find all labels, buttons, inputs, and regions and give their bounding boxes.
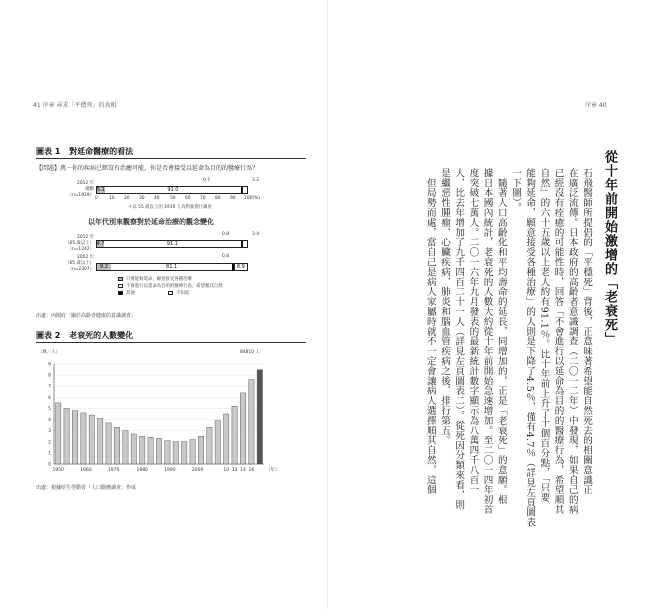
x-tick-label: 1980 bbox=[136, 468, 148, 473]
axis-tick: 80 bbox=[215, 196, 221, 201]
figure1-legend bbox=[118, 276, 268, 308]
row2-v3-label: 0.8 bbox=[222, 232, 229, 237]
legend-swatch-natural bbox=[118, 284, 123, 288]
body-column: 在廣泛流傳。日本政府的高齡者意識調查（二〇一二年）中發現，如果自己的病 bbox=[566, 168, 578, 515]
legend-swatch-other bbox=[118, 291, 123, 295]
legend-natural: 不會進行以延命為目的的醫療行為，希望順其自然 bbox=[126, 284, 223, 289]
x-tick-label: 10 bbox=[223, 468, 230, 473]
body-column: 一下圖）。 bbox=[510, 168, 521, 213]
axis-tick: 0 bbox=[95, 196, 98, 201]
chart-bar bbox=[249, 380, 254, 464]
chart-bar bbox=[131, 434, 136, 464]
row3-v3-label: 0.8 bbox=[222, 254, 229, 259]
figure1-top-rule bbox=[36, 158, 306, 159]
figure1-source: 出處：內閣府「關於高齡者健康的意識調查」 bbox=[36, 313, 137, 319]
figure2-y-unit: （萬／人） bbox=[38, 350, 60, 355]
figure1-subtitle: 以年代別來觀察對於延命治療的觀念變化 bbox=[88, 218, 214, 226]
chart-bar bbox=[123, 431, 128, 464]
chart-bar bbox=[240, 393, 245, 464]
y-tick-label: 8 bbox=[48, 373, 51, 379]
figure2-source: 出處：根據厚生勞動省「人口動態調查」作成 bbox=[36, 485, 137, 491]
body-column: 據日本國內統計，老衰死的人數大約從十年前開始急速增加。至二〇一四年初首 bbox=[481, 168, 493, 515]
chart-bar bbox=[173, 442, 178, 464]
figure2-heading bbox=[36, 330, 133, 341]
chart-bar bbox=[56, 403, 61, 464]
body-column: 已經沒有痊癒的可能性時，回答「不會進行以延命為目的的醫療行為，希望順其 bbox=[552, 168, 564, 515]
figure1-heading bbox=[36, 146, 133, 157]
chart-bar bbox=[198, 436, 203, 464]
figure2-title: 老衰死的人數變化 bbox=[69, 331, 134, 340]
body-column: 度突破七萬人。二〇一六年九月發表的最新統計數字顯示為八萬四千八百一 bbox=[467, 168, 479, 495]
y-tick-label: 1 bbox=[48, 451, 51, 457]
chart-bar bbox=[148, 437, 153, 464]
x-tick-label: 12 bbox=[231, 468, 238, 473]
axis-tick: 30 bbox=[139, 196, 145, 201]
figure1-title: 對延命醫療的看法 bbox=[69, 147, 134, 156]
row3-sub: （65 歲以上） bbox=[65, 261, 94, 266]
figure2-chart bbox=[36, 356, 280, 481]
figure1-question: 【問題】萬一你的疾病已經沒有治癒可能，你是否會接受以延命為目的的醫療行為？ bbox=[36, 165, 259, 172]
left-page-header: 41 序章 尋求「平穩死」的真相 bbox=[33, 102, 117, 109]
row2-bar bbox=[96, 240, 248, 248]
legend-accept: 只要能夠延命，願意接受各種治療 bbox=[126, 277, 192, 282]
row1-n: （n=1919） bbox=[67, 193, 94, 198]
row2-v4-label: 3.4 bbox=[252, 232, 259, 237]
axis-tick: 70 bbox=[200, 196, 206, 201]
row2-n: （n=1242） bbox=[67, 247, 94, 252]
body-column: 是繼惡性腫瘤、心臟疾病、肺炎和腦血管疾病之後，排行第五。 bbox=[439, 168, 450, 446]
legend-other: 其他 bbox=[126, 291, 135, 296]
row1-seg-natural: 91.0 bbox=[105, 187, 242, 193]
chart-bar bbox=[207, 427, 212, 464]
row1-sub: 總數 bbox=[85, 187, 94, 192]
row1-seg-unknown bbox=[242, 187, 247, 193]
row3-seg-unknown: 8.9 bbox=[234, 264, 247, 270]
row1-bar bbox=[96, 186, 248, 194]
body-column: 石飛醫師所提倡的「平穩死」背後，正意味著希望能自然死去的相關意識正 bbox=[581, 168, 592, 495]
chart-bar bbox=[98, 418, 103, 464]
axis-tick: 50 bbox=[170, 196, 176, 201]
x-tick-label: 14 bbox=[240, 468, 246, 473]
chart-bar bbox=[224, 414, 229, 464]
y-tick-label: 4 bbox=[48, 418, 51, 424]
row3-n: （n=2307） bbox=[67, 267, 94, 272]
chart-bar bbox=[106, 423, 111, 464]
body-heading: 從十年前開始激增的「老衰死」 bbox=[602, 150, 617, 346]
axis-tick: 60 bbox=[185, 196, 191, 201]
axis-tick: 100(%) bbox=[244, 196, 260, 201]
row1-year: 2012 年 bbox=[77, 181, 94, 186]
right-page-header: 序章 40 bbox=[585, 102, 607, 109]
figure1-label: 圖表 1 bbox=[36, 147, 61, 156]
figure2-label: 圖表 2 bbox=[36, 331, 61, 340]
body-column: 隨著人口高齡化和平均壽命的延長，同增加的，正是「老衰死」的意願。根 bbox=[495, 168, 507, 505]
x-tick-label: 1960 bbox=[80, 468, 92, 473]
row1-v3-label: 0.7 bbox=[203, 178, 210, 183]
x-tick-label: 2000 bbox=[191, 468, 204, 473]
row2-sub: （65 歲以上） bbox=[65, 241, 94, 246]
x-tick-label: 1950 bbox=[52, 468, 64, 473]
chart-bar bbox=[232, 406, 237, 464]
legend-swatch-unknown bbox=[168, 291, 173, 295]
y-tick-label: 2 bbox=[48, 440, 51, 446]
x-tick-label: 1970 bbox=[107, 468, 120, 473]
row1-v4-label: 3.2 bbox=[252, 178, 259, 183]
row3-seg-accept: 9.2 bbox=[97, 264, 111, 270]
chart-bar bbox=[81, 413, 86, 464]
x-tick-label: 1990 bbox=[164, 468, 176, 473]
page-gutter bbox=[327, 0, 328, 609]
legend-swatch-accept bbox=[118, 277, 123, 281]
y-tick-label: 3 bbox=[48, 429, 51, 435]
chart-bar bbox=[64, 408, 69, 464]
chart-bar bbox=[114, 427, 119, 464]
row1-seg-accept: 5.1 bbox=[96, 187, 105, 193]
row2-seg-natural: 91.1 bbox=[104, 241, 241, 247]
body-column: 能夠延命，願意接受各種治療」的人則是下降了4.5％，僅有4.7％（詳見左頁圖表 bbox=[524, 168, 536, 528]
body-column: 自然」的六十五歲以上老人約有91.1％。比十年前上升了十個百分點，「只要 bbox=[538, 168, 550, 503]
axis-tick: 90 bbox=[230, 196, 236, 201]
y-tick-label: 9 bbox=[48, 362, 51, 368]
row2-seg-unknown bbox=[242, 241, 247, 247]
figure1-axis bbox=[96, 196, 266, 203]
figure2-peak-label: 84810 人 bbox=[240, 350, 260, 355]
chart-bar bbox=[72, 411, 77, 464]
chart-bar bbox=[215, 421, 220, 464]
row3-year: 2002 年 bbox=[77, 255, 94, 260]
chart-bar bbox=[89, 415, 94, 464]
y-tick-label: 6 bbox=[48, 395, 51, 401]
row3-seg-natural: 81.1 bbox=[111, 264, 233, 270]
y-tick-label: 0 bbox=[48, 462, 51, 468]
figure1-note: ＊以 55 歲以上的 1919 人為對象進行調查 bbox=[128, 205, 212, 210]
chart-bar bbox=[165, 441, 170, 464]
body-column: 人，比去年增加了九千四百二十一人（詳見左頁圖表二）。從死因分類來看，則 bbox=[453, 168, 465, 510]
legend-unknown: 不知道 bbox=[176, 291, 190, 296]
axis-tick: 20 bbox=[124, 196, 130, 201]
chart-bar bbox=[190, 440, 195, 464]
y-tick-label: 5 bbox=[48, 406, 51, 412]
body-column: 但局勢而處，當自己是病人家屬時就不一定會讓病人選擇順其自然，這個 bbox=[424, 168, 436, 495]
chart-bar bbox=[156, 438, 161, 464]
x-tick-label: 16 bbox=[248, 468, 255, 473]
y-tick-label: 7 bbox=[48, 384, 51, 390]
row2-year: 2012 年 bbox=[77, 235, 94, 240]
axis-tick: 40 bbox=[154, 196, 160, 201]
figure2-top-rule bbox=[36, 342, 306, 343]
chart-bar bbox=[182, 442, 187, 464]
row3-bar bbox=[96, 263, 248, 271]
chart-bar bbox=[140, 436, 145, 464]
axis-tick: 10 bbox=[109, 196, 115, 201]
x-axis-unit: （年） bbox=[266, 468, 280, 473]
row2-seg-accept: 4.7 bbox=[96, 241, 105, 247]
chart-bar bbox=[257, 370, 262, 464]
